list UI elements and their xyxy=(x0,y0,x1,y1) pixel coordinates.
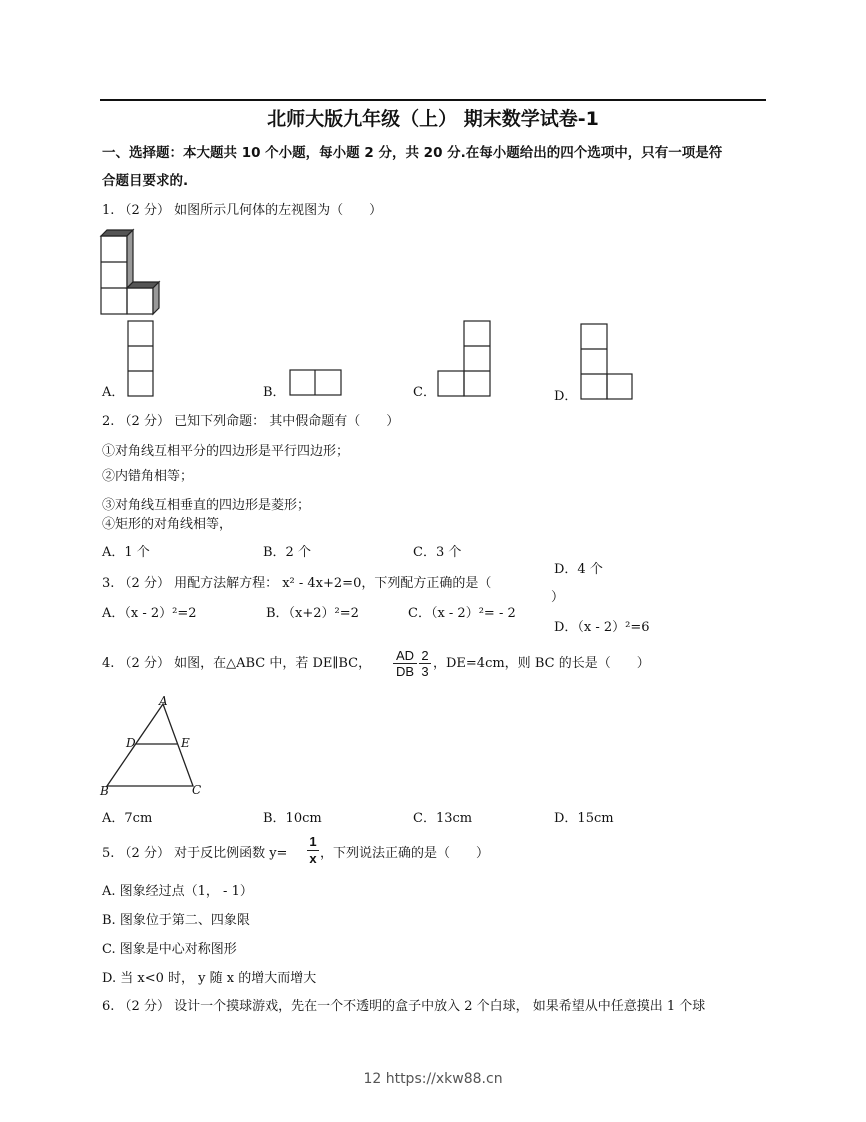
q1-option-d-figure xyxy=(581,324,632,399)
q4-stem-cont: ，DE=4cm，则 BC 的长是（ ） xyxy=(433,656,650,671)
q3-stem-close: ） xyxy=(551,590,565,605)
q1-option-b-figure xyxy=(290,370,341,395)
vertex-label-e: E xyxy=(181,736,190,750)
vertex-label-b: B xyxy=(100,784,109,798)
vertex-label-d: D xyxy=(126,736,136,750)
frac-denominator: DB xyxy=(395,664,415,679)
q2-option-a: A．1 个 xyxy=(102,545,150,560)
q1-option-c-figure xyxy=(438,321,490,396)
q2-item: ②内错角相等； xyxy=(102,469,194,484)
q5-option-d: D. 当 x<0 时， y 随 x 的增大而增大 xyxy=(102,971,317,986)
q1-option-a: A． xyxy=(102,385,125,400)
q1-option-c: C． xyxy=(413,385,436,400)
q3-option-c: C．（x - 2）²= - 2 xyxy=(408,606,516,621)
q2-option-c: C．3 个 xyxy=(413,545,462,560)
q3-option-d: D．（x - 2）²=6 xyxy=(554,620,650,635)
section-heading: 一、选择题：本大题共 10 个小题，每小题 2 分，共 20 分.在每小题给出的四个选项中，只有一项是符 xyxy=(102,145,723,161)
q4-option-b: B．10cm xyxy=(263,811,322,826)
q6-stem: 6. （2 分） 设计一个摸球游戏，先在一个不透明的盒子中放入 2 个白球， 如果希望从中任意摸出 1 个球 xyxy=(102,999,706,1014)
q1-option-b: B． xyxy=(263,385,286,400)
q2-stem: 2. （2 分） 已知下列命题： 其中假命题有（ ） xyxy=(102,414,400,429)
q2-item: ①对角线互相平分的四边形是平行四边形； xyxy=(102,444,350,459)
q5-stem-cont: ，下列说法正确的是（ ） xyxy=(320,846,490,861)
q4-option-c: C．13cm xyxy=(413,811,473,826)
q1-option-a-figure xyxy=(128,321,153,396)
q5-stem: 5. （2 分） 对于反比例函数 y= xyxy=(102,846,288,861)
q2-item: ③对角线互相垂直的四边形是菱形； xyxy=(102,498,311,513)
q4-option-a: A．7cm xyxy=(102,811,153,826)
frac-numerator: 1 xyxy=(307,834,319,851)
section-heading-cont: 合题目要求的. xyxy=(102,173,189,189)
q2-option-d: D．4 个 xyxy=(554,562,603,577)
q1-solid-figure xyxy=(101,230,159,314)
page-title: 北师大版九年级（上） 期末数学试卷-1 xyxy=(267,108,599,130)
q1-option-d: D． xyxy=(554,389,578,404)
q4-ratio-value xyxy=(419,648,431,679)
q5-option-c: C. 图象是中心对称图形 xyxy=(102,942,237,957)
q2-item: ④矩形的对角线相等， xyxy=(102,517,233,532)
frac-numerator: AD xyxy=(393,648,417,664)
q4-stem: 4. （2 分） 如图，在△ABC 中，若 DE∥BC， xyxy=(102,656,372,671)
q2-option-b: B．2 个 xyxy=(263,545,311,560)
frac-denominator: 3 xyxy=(421,664,429,679)
q3-option-a: A．（x - 2）²=2 xyxy=(102,606,197,621)
vertex-label-a: A xyxy=(159,694,168,708)
frac-numerator: 2 xyxy=(419,648,431,664)
q1-stem: 1. （2 分） 如图所示几何体的左视图为（ ） xyxy=(102,203,383,218)
q4-option-d: D．15cm xyxy=(554,811,614,826)
vertex-label-c: C xyxy=(192,783,202,797)
q5-option-a: A. 图象经过点（1， - 1） xyxy=(102,884,253,899)
q4-ratio-ad-db xyxy=(393,648,417,679)
q3-stem: 3. （2 分） 用配方法解方程： x² - 4x+2=0，下列配方正确的是（ xyxy=(102,576,492,591)
frac-denominator: x xyxy=(309,851,317,866)
q3-option-b: B．（x+2）²=2 xyxy=(266,606,359,621)
q5-fraction xyxy=(307,834,319,866)
q5-option-b: B. 图象位于第二、四象限 xyxy=(102,913,250,928)
footer-page-url: 12 https://xkw88.cn xyxy=(363,1071,503,1087)
